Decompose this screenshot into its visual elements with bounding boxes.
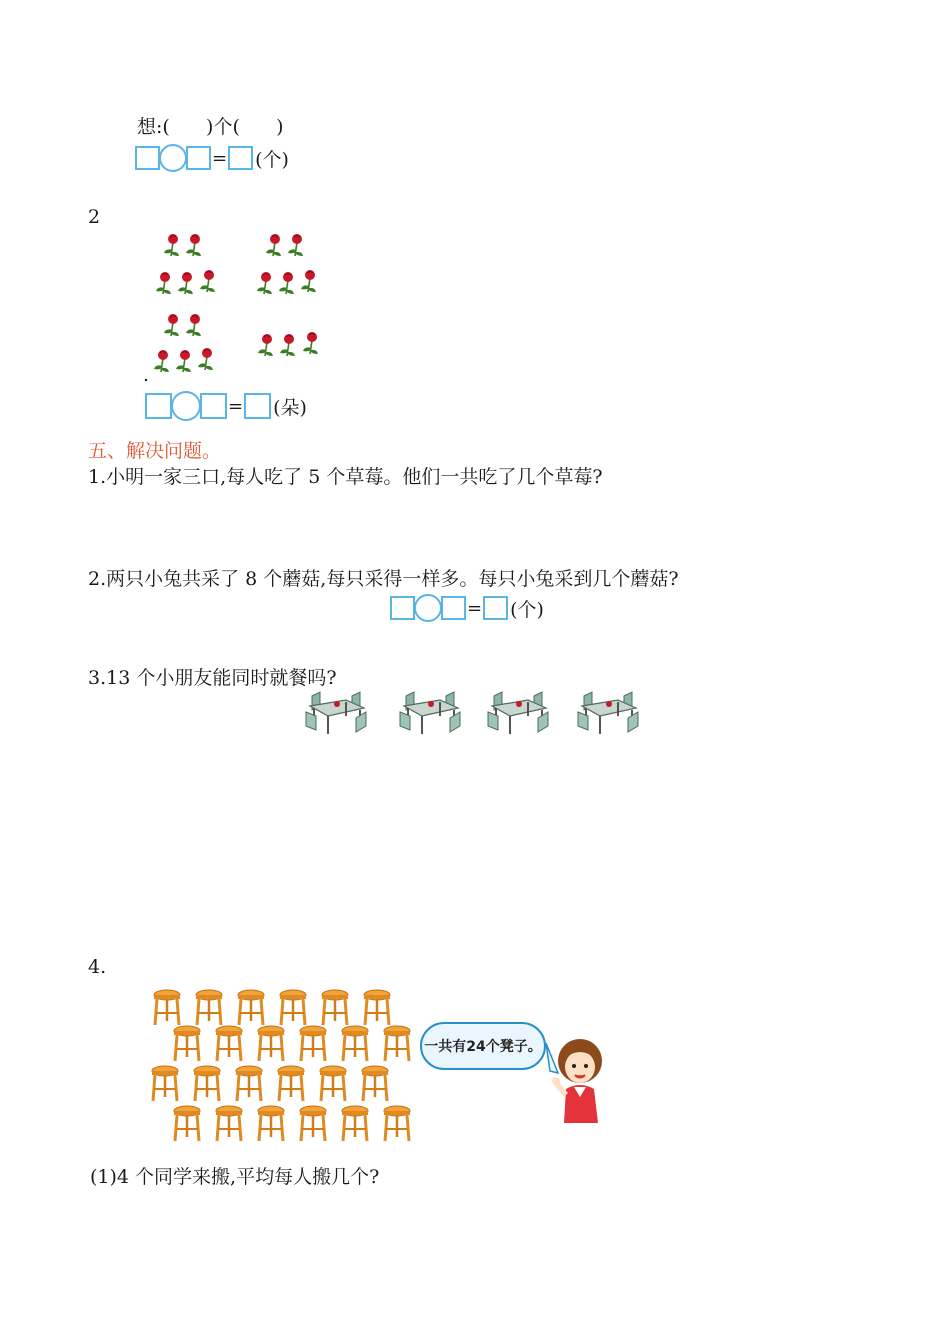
stool-icon xyxy=(384,1026,410,1061)
equals-sign: = xyxy=(467,597,483,619)
stool-icon xyxy=(320,1066,346,1101)
stool-icon xyxy=(342,1026,368,1061)
rose-icon xyxy=(301,270,316,292)
stool-icon xyxy=(300,1026,326,1061)
equation-2 xyxy=(145,391,307,421)
dining-table-icon xyxy=(488,692,548,734)
answer-box[interactable] xyxy=(441,596,466,620)
answer-box[interactable] xyxy=(200,393,227,419)
stool-icon xyxy=(194,1066,220,1101)
stool-icon xyxy=(216,1026,242,1061)
stool-icon xyxy=(300,1106,326,1141)
think-line: 想:( )个( ) xyxy=(137,116,284,138)
rose-icon xyxy=(178,272,193,294)
stools-illustration xyxy=(145,985,415,1145)
answer-box[interactable] xyxy=(145,393,172,419)
stool-icon xyxy=(152,1066,178,1101)
rose-icon xyxy=(280,334,295,356)
rose-icon xyxy=(266,234,281,256)
stool-icon xyxy=(238,990,264,1025)
answer-box[interactable] xyxy=(228,146,253,170)
stool-icon xyxy=(384,1106,410,1141)
equals-sign: = xyxy=(228,395,244,417)
unit-label: (朵) xyxy=(273,396,307,419)
stool-icon xyxy=(364,990,390,1025)
stool-icon xyxy=(258,1106,284,1141)
stool-icon xyxy=(322,990,348,1025)
question-3: 3.13 个小朋友能同时就餐吗? xyxy=(88,667,337,689)
stool-icon xyxy=(362,1066,388,1101)
question-1: 1.小明一家三口,每人吃了 5 个草莓。他们一共吃了几个草莓? xyxy=(88,466,603,488)
rose-icon xyxy=(258,334,273,356)
speech-text: 一共有24个凳子。 xyxy=(424,1039,542,1055)
answer-box[interactable] xyxy=(244,393,271,419)
stool-icon xyxy=(154,990,180,1025)
equation-1 xyxy=(135,144,289,172)
stool-icon xyxy=(280,990,306,1025)
dining-table-icon xyxy=(306,692,366,734)
section-heading: 五、解决问题。 xyxy=(88,440,222,462)
answer-box[interactable] xyxy=(135,146,160,170)
rose-icon xyxy=(257,272,272,294)
stool-icon xyxy=(216,1106,242,1141)
rose-icon xyxy=(303,332,318,354)
rose-icon xyxy=(198,348,213,370)
rose-icon xyxy=(279,272,294,294)
rose-icon xyxy=(186,234,201,256)
stool-icon xyxy=(258,1026,284,1061)
flowers-illustration xyxy=(145,230,335,380)
operator-circle[interactable] xyxy=(414,594,442,622)
girl-teacher-icon xyxy=(540,1035,610,1125)
rose-icon xyxy=(164,314,179,336)
rose-icon xyxy=(164,234,179,256)
rose-icon xyxy=(200,270,215,292)
tables-illustration xyxy=(300,688,650,736)
speech-bubble xyxy=(420,1022,546,1070)
operator-circle[interactable] xyxy=(171,391,201,421)
answer-box[interactable] xyxy=(483,596,508,620)
stool-icon xyxy=(278,1066,304,1101)
equation-3 xyxy=(390,594,544,622)
dining-table-icon xyxy=(578,692,638,734)
equals-sign: = xyxy=(212,147,228,169)
rose-icon xyxy=(176,350,191,372)
operator-circle[interactable] xyxy=(159,144,187,172)
problem-number: 2 xyxy=(88,206,101,228)
stool-icon xyxy=(342,1106,368,1141)
dining-table-icon xyxy=(400,692,460,734)
answer-box[interactable] xyxy=(186,146,211,170)
rose-icon xyxy=(156,272,171,294)
stool-icon xyxy=(236,1066,262,1101)
unit-label: (个) xyxy=(255,148,289,171)
stool-icon xyxy=(196,990,222,1025)
rose-icon xyxy=(154,350,169,372)
question-2: 2.两只小兔共采了 8 个蘑菇,每只采得一样多。每只小兔采到几个蘑菇? xyxy=(88,568,679,590)
unit-label: (个) xyxy=(510,598,544,621)
stool-icon xyxy=(174,1026,200,1061)
rose-icon xyxy=(288,234,303,256)
question-4-sub-1: (1)4 个同学来搬,平均每人搬几个? xyxy=(90,1166,380,1188)
dot-marker: . xyxy=(143,364,150,386)
question-4: 4. xyxy=(88,956,107,978)
answer-box[interactable] xyxy=(390,596,415,620)
rose-icon xyxy=(186,314,201,336)
stool-icon xyxy=(174,1106,200,1141)
